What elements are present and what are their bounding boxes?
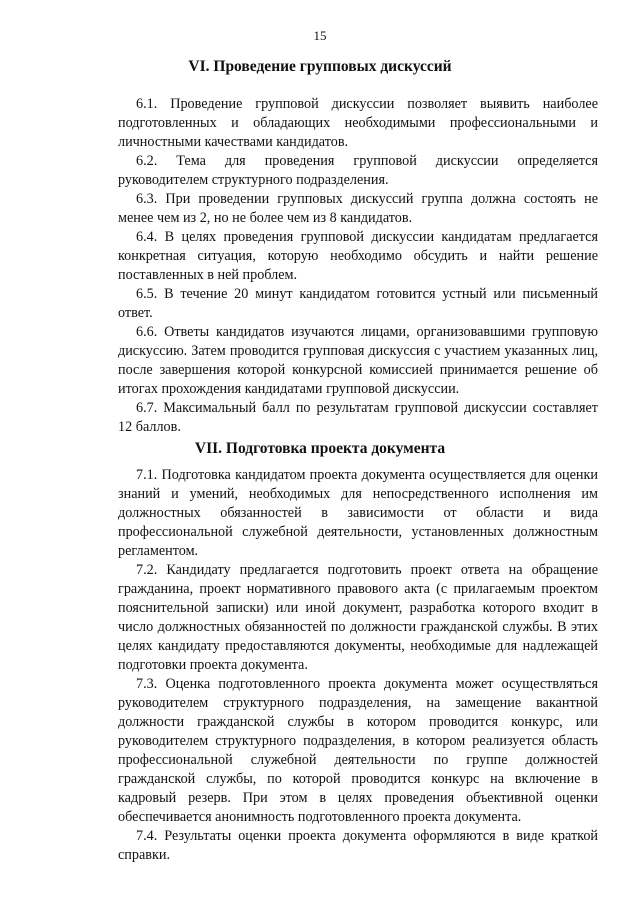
- section-body-vi: [118, 95, 598, 437]
- section-title-vii: VII. Подготовка проекта документа: [194, 440, 446, 457]
- page-number: 15: [313, 28, 327, 43]
- section-title-vi: VI. Проведение групповых дискуссий: [188, 58, 452, 75]
- paragraph-6-7: 6.7. Максимальный балл по результатам групповой дискуссии составляет 12 баллов.: [118, 400, 598, 435]
- section-body-vii: [118, 466, 598, 865]
- paragraph-7-4: 7.4. Результаты оценки проекта документа оформляются в виде краткой справки.: [118, 828, 598, 863]
- paragraph-6-6: 6.6. Ответы кандидатов изучаются лицами, организовавшими групповую дискуссию. Затем проводится групповая дискуссия с участием указанных лиц, после завершения которой конкурсной комиссией принимается решение об итогах прохождения кандидатами групповой дискуссии.: [118, 324, 598, 397]
- paragraph-6-3: 6.3. При проведении групповых дискуссий группа должна состоять не менее чем из 2, но не более чем из 8 кандидатов.: [118, 191, 598, 226]
- paragraph-6-1: 6.1. Проведение групповой дискуссии позволяет выявить наиболее подготовленных и обладающих необходимыми профессиональными и личностными качествами кандидатов.: [118, 96, 598, 150]
- paragraph-7-2: 7.2. Кандидату предлагается подготовить проект ответа на обращение гражданина, проект нормативного правового акта (с прилагаемым проектом пояснительной записки) или иной документ, разработка которого входит в число должностных обязанностей по должности гражданской службы. В этих целях кандидату предоставляются документы, необходимые для надлежащей подготовки проекта документа.: [118, 562, 598, 673]
- paragraph-6-2: 6.2. Тема для проведения групповой дискуссии определяется руководителем структурного подразделения.: [118, 153, 598, 188]
- paragraph-7-3: 7.3. Оценка подготовленного проекта документа может осуществляться руководителем структурного подразделения, на замещение вакантной должности гражданской службы в котором проводится конкурс, или руководителем структурного подразделения, в котором реализуется область профессиональной служебной деятельности по группе должностей гражданской службы, по которой проводится конкурс на включение в кадровый резерв. При этом в целях проведения объективной оценки обеспечивается анонимность подготовленного проекта документа.: [118, 676, 598, 825]
- paragraph-7-1: 7.1. Подготовка кандидатом проекта документа осуществляется для оценки знаний и умений, необходимых для непосредственного исполнения им должностных обязанностей в зависимости от области и вида профессиональной служебной деятельности, установленных должностным регламентом.: [118, 467, 598, 559]
- paragraph-6-4: 6.4. В целях проведения групповой дискуссии кандидатам предлагается конкретная ситуация, которую необходимо обсудить и найти решение поставленных в ней проблем.: [118, 229, 598, 283]
- paragraph-6-5: 6.5. В течение 20 минут кандидатом готовится устный или письменный ответ.: [118, 286, 598, 321]
